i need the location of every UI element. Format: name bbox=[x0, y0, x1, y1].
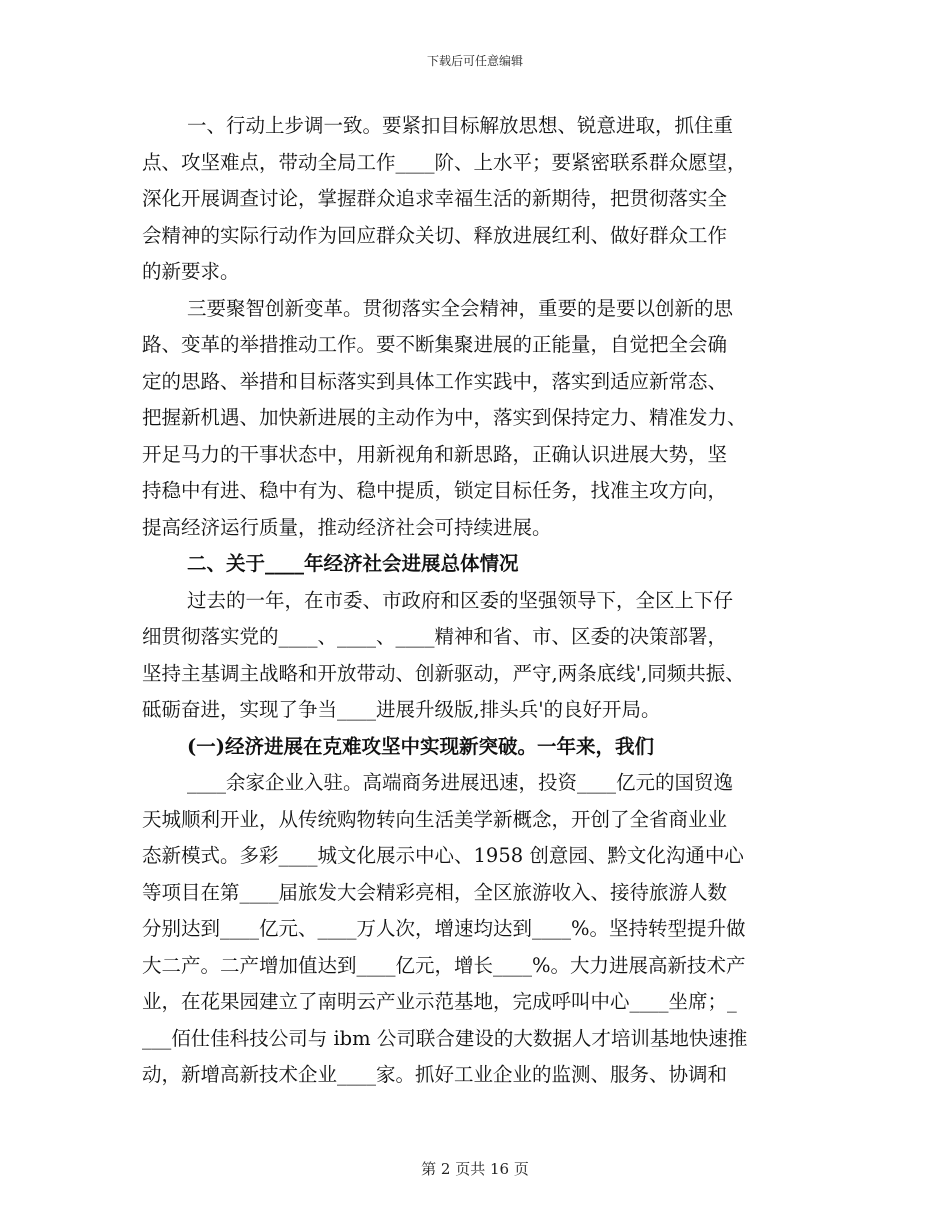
paragraph-line: 分别达到____亿元、____万人次，增速均达到____%。坚持转型提升做 bbox=[142, 917, 746, 940]
paragraph-line: 三要聚智创新变革。贯彻落实全会精神，重要的是要以创新的思 bbox=[187, 296, 734, 320]
paragraph-line: ____余家企业入驻。高端商务进展迅速，投资____亿元的国贸逸 bbox=[187, 771, 734, 794]
paragraph-line: 砥砺奋进，实现了争当____进展升级版,排头兵'的良好开局。 bbox=[142, 698, 661, 721]
paragraph-line: 会精神的实际行动作为回应群众关切、释放进展红利、做好群众工作 bbox=[142, 223, 728, 247]
paragraph-line: 定的思路、举措和目标落实到具体工作实践中，落实到适应新常态、 bbox=[142, 369, 728, 393]
document-body bbox=[142, 108, 822, 1094]
paragraph-line: 细贯彻落实党的____、____、____精神和省、市、区委的决策部署， bbox=[142, 625, 728, 648]
paragraph-line: 点、攻坚难点，带动全局工作____阶、上水平；要紧密联系群众愿望， bbox=[142, 150, 747, 174]
paragraph-line: 路、变革的举措推动工作。要不断集聚进展的正能量，自觉把全会确 bbox=[142, 333, 728, 356]
paragraph-line: 提高经济运行质量，推动经济社会可持续进展。 bbox=[142, 515, 552, 539]
paragraph-line: 过去的一年，在市委、市政府和区委的坚强领导下，全区上下仔 bbox=[187, 588, 734, 612]
section-heading-line: 二、关于____年经济社会进展总体情况 bbox=[187, 552, 519, 575]
paragraph-line: 持稳中有进、稳中有为、稳中提质，锁定目标任务，找准主攻方向， bbox=[142, 479, 728, 502]
paragraph-line: 坚持主基调主战略和开放带动、创新驱动，严守,两条底线',同频共振、 bbox=[142, 661, 745, 685]
paragraph-line: 业，在花果园建立了南明云产业示范基地，完成呼叫中心____坐席；_ bbox=[142, 990, 737, 1013]
paragraph-line: 等项目在第____届旅发大会精彩亮相，全区旅游收入、接待旅游人数 bbox=[142, 880, 728, 904]
page-header: 下载后可任意编辑 bbox=[426, 54, 523, 68]
paragraph-line: 的新要求。 bbox=[142, 260, 240, 283]
section-heading-line: (一)经济进展在克难攻坚中实现新突破。一年来，我们 bbox=[187, 734, 654, 758]
page-footer: 第 2 页共 16 页 bbox=[421, 1160, 529, 1178]
paragraph-line: 深化开展调查讨论，掌握群众追求幸福生活的新期待，把贯彻落实全 bbox=[142, 187, 728, 210]
paragraph-line: 大二产。二产增加值达到____亿元，增长____%。大力进展高新技术产 bbox=[142, 953, 746, 977]
paragraph-line: 开足马力的干事状态中，用新视角和新思路，正确认识进展大势，坚 bbox=[142, 442, 728, 466]
paragraph-line: ___佰仕佳科技公司与 ibm 公司联合建设的大数据人才培训基地快速推 bbox=[142, 1026, 748, 1050]
paragraph-line: 一、行动上步调一致。要紧扣目标解放思想、锐意进取，抓住重 bbox=[187, 114, 734, 137]
paragraph-line: 动，新增高新技术企业____家。抓好工业企业的监测、服务、协调和 bbox=[142, 1063, 728, 1086]
paragraph-line: 天城顺利开业，从传统购物转向生活美学新概念，开创了全省商业业 bbox=[142, 807, 728, 831]
paragraph-line: 把握新机遇、加快新进展的主动作为中，落实到保持定力、精准发力、 bbox=[142, 406, 747, 429]
paragraph-line: 态新模式。多彩____城文化展示中心、1958 创意园、黔文化沟通中心 bbox=[142, 844, 744, 867]
